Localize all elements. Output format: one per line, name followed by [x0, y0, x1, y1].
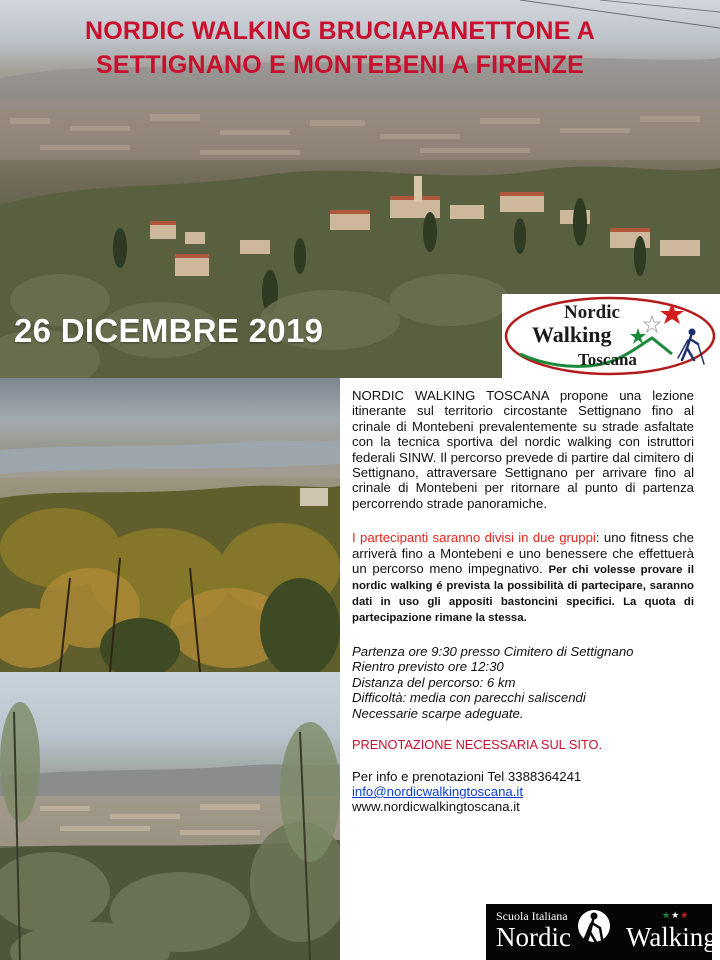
groups-paragraph [352, 530, 694, 625]
logo-bottom-word-nordic: Nordic [496, 922, 571, 952]
autumn-landscape-illustration [0, 378, 340, 672]
detail-return: Rientro previsto ore 12:30 [352, 659, 504, 675]
logo-bottom-word-walking: Walking [626, 922, 717, 952]
logo-top-word-nordic: Nordic [564, 302, 620, 323]
logo-top-word-toscana: Toscana [578, 350, 637, 369]
three-stars-icon: ★★★ [662, 910, 690, 920]
event-description [352, 388, 694, 815]
city-view-photo [0, 672, 340, 960]
walker-silhouette-icon [572, 906, 616, 958]
autumn-landscape-photo [0, 378, 340, 672]
event-details [352, 644, 694, 721]
title-line-1: NORDIC WALKING BRUCIAPANETTONE A [84, 17, 596, 45]
title-line-2: SETTIGNANO E MONTEBENI A FIRENZE [96, 51, 584, 79]
groups-highlight: I partecipanti saranno divisi in due gruppi [352, 530, 596, 546]
groups-text: : uno fitness che arriverà fino a Montebeni e uno benessere che effettuerà un percorso meno impegnativo. [352, 530, 694, 577]
contact-line: Per info e prenotazioni Tel 3388364241 [352, 768, 582, 784]
logo-bottom-school: Scuola Italiana [496, 909, 568, 923]
detail-distance: Distanza del percorso: 6 km [352, 674, 516, 690]
detail-difficulty: Difficoltà: media con parecchi saliscendi [352, 690, 586, 706]
website-text: www.nordicwalkingtoscana.it [352, 799, 520, 815]
city-view-illustration [0, 672, 340, 960]
detail-shoes: Necessarie scarpe adeguate. [352, 705, 524, 721]
detail-departure: Partenza ore 9:30 presso Cimitero di Settignano [352, 644, 634, 660]
scuola-italiana-nordic-walking-logo [486, 904, 717, 960]
event-date: 26 DICEMBRE 2019 [14, 312, 324, 349]
logo-top-word-walking: Walking [532, 322, 612, 347]
intro-paragraph: NORDIC WALKING TOSCANA propone una lezione itinerante sul territorio circostante Settignano fino al crinale di Montebeni prevalentemente su strade asfaltate con la tecnica sportiva del nordic walking con istruttori federali SINW. Il percorso prevede di partire dal cimitero di Settignano, attraversare Settignano per arrivare fino al crinale di Montebeni per ritornare al punto di partenza percorrendo strade panoramiche. [352, 388, 694, 511]
groups-bold-note: Per chi volesse provare il nordic walking é prevista la possibilità di partecipare, saranno dati in uso gli appositi bastoncini specifici. La quota di partecipazione rimane la stessa. [352, 564, 694, 625]
email-link[interactable]: info@nordicwalkingtoscana.it [352, 783, 523, 799]
page-title [0, 14, 680, 82]
booking-notice: PRENOTAZIONE NECESSARIA SUL SITO. [352, 737, 603, 753]
nordic-walking-toscana-logo [502, 294, 720, 378]
